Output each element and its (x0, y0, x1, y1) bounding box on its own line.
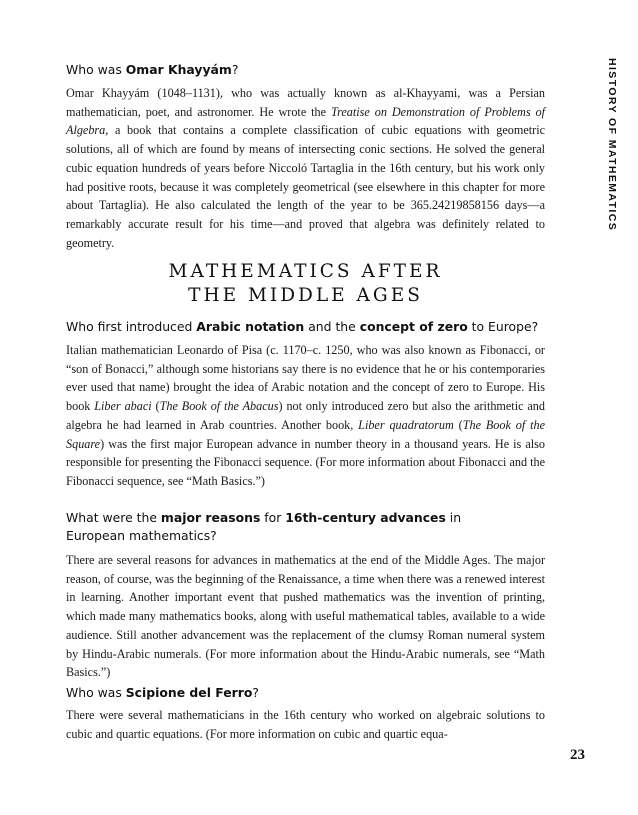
question-keyword: Arabic notation (196, 319, 305, 334)
book-title: The Book of the Abacus (159, 399, 279, 414)
page-number: 23 (570, 747, 585, 763)
answer-paragraph-khayyam: Omar Khayyám (1048–1131), who was actually known as al-Khayyami, was a Persian mathematician, poet, and astronomer. He wrote the Treatise on Demonstration of Problems of Algebra, a book that contains a complete classification of cubic equations with geometric solutions, all of which are found by means of intersecting conic sections. He solved the general cubic equation hundreds of years before Niccoló Tartaglia in the 16th century, but his work only had positive roots, because it was completely geometrical (see elsewhere in this chapter for more about Tartaglia). He also calculated the length of the year to be 365.24219858156 days—a remarkably accurate result for his time—and proved that algebra was definitely related to geometry. (66, 86, 545, 250)
question-keyword: 16th-century advances (285, 510, 446, 525)
section-heading-line: THE MIDDLE AGES (188, 285, 423, 306)
question-keyword: major reasons (160, 510, 261, 525)
section-heading-line: MATHEMATICS AFTER (168, 261, 443, 282)
section-heading (66, 260, 545, 308)
question-heading-del-ferro: Who was Scipione del Ferro? (66, 685, 259, 700)
book-title: The Book of the Square (66, 417, 545, 451)
question-text: Who was (66, 62, 126, 77)
question-text: ? (231, 62, 239, 77)
book-title: Liber abaci (94, 399, 152, 414)
book-title: Liber quadratorum (358, 417, 454, 432)
question-keyword: Omar Khayyám (125, 62, 232, 77)
answer-paragraph-16th-century: There are several reasons for advances in mathematics at the end of the Middle Ages. The major reason, of course, was the beginning of the Renaissance, a time when there was a renewed interest in learning. Another important event that pushed mathematics was the invention of printing, which made many mathematics books, along with useful mathematical tables, available to a wide audience. Still another advancement was the replacement of the clumsy Roman numeral system by Hindu-Arabic numerals. (For more information about the Hindu-Arabic numerals, see “Math Basics.”) (66, 553, 545, 680)
answer-paragraph-del-ferro: There were several mathematicians in the 16th century who worked on algebraic solutions to cubic and quartic equations. (For more information on cubic and quartic equa- (66, 708, 545, 741)
question-keyword: Scipione del Ferro (125, 685, 253, 700)
question-heading-khayyam (66, 61, 556, 79)
answer-paragraph-fibonacci: Italian mathematician Leonardo of Pisa (c. 1170–c. 1250, who was also known as Fibonacci, or “son of Bonacci,” although some historians say there is no evidence that he or his contemporaries ever used that name) brought the idea of Arabic notation and the concept of zero to Europe. His book Liber abaci (The Book of the Abacus) not only introduced zero but also the arithmetic and algebra he had learned in Arab countries. Another book, Liber quadratorum (The Book of the Square) was the first major European advance in number theory in a thousand years. He is also responsible for presenting the Fibonacci sequence. (For more information about Fibonacci and the Fibonacci sequence, see “Math Basics.”) (66, 343, 545, 488)
question-heading-arabic-notation: Who first introduced Arabic notation and the concept of zero to Europe? (66, 319, 539, 334)
book-title: Treatise on Demonstration of Problems of Algebra, (66, 104, 545, 138)
question-keyword: concept of zero (359, 319, 468, 334)
running-section-label: HISTORY OF MATHEMATICS (606, 58, 618, 232)
question-heading-16th-century: What were the major reasons for 16th-century advances in European mathematics? (66, 510, 462, 543)
